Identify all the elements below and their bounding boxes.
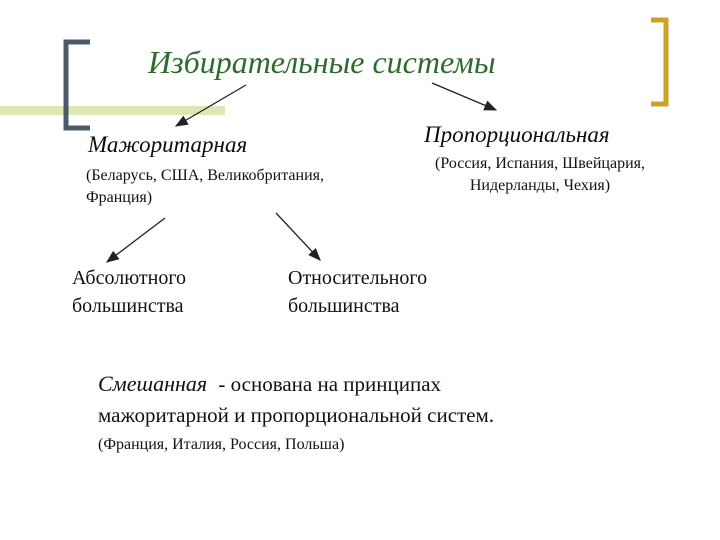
arrow-to-majoritarian bbox=[176, 85, 246, 126]
proportional-countries-line2: Нидерланды, Чехия) bbox=[469, 177, 611, 194]
accent-bar bbox=[0, 106, 225, 115]
left-bracket bbox=[66, 42, 90, 128]
majoritarian-countries-line1: (Беларусь, США, Великобритания, bbox=[86, 167, 325, 184]
arrow-to-proportional bbox=[432, 83, 496, 110]
right-bracket bbox=[651, 20, 666, 104]
mixed-countries: (Франция, Италия, Россия, Польша) bbox=[98, 436, 345, 453]
majoritarian-heading: Мажоритарная bbox=[88, 132, 248, 157]
mixed-desc-line2: мажоритарной и пропорциональной систем. bbox=[98, 403, 495, 427]
relative-majority-line2: большинства bbox=[288, 295, 400, 317]
relative-majority bbox=[288, 264, 427, 320]
diagram-title: Избирательные системы bbox=[148, 44, 496, 80]
proportional-countries bbox=[405, 153, 675, 197]
arrow-to-absolute bbox=[107, 218, 165, 262]
absolute-majority-line1: Абсолютного bbox=[72, 267, 187, 289]
absolute-majority bbox=[72, 264, 186, 320]
proportional-heading: Пропорциональная bbox=[424, 122, 610, 147]
proportional-countries-line1: (Россия, Испания, Швейцария, bbox=[434, 155, 645, 172]
majoritarian-countries bbox=[86, 165, 324, 209]
mixed-desc-part1: - основана на принципах bbox=[218, 372, 442, 396]
absolute-majority-line2: большинства bbox=[72, 295, 184, 317]
relative-majority-line1: Относительного bbox=[288, 267, 428, 289]
arrow-to-relative bbox=[276, 213, 320, 260]
mixed-line1 bbox=[98, 371, 441, 397]
majoritarian-countries-line2: Франция) bbox=[86, 189, 153, 206]
mixed-heading: Смешанная bbox=[98, 371, 208, 396]
